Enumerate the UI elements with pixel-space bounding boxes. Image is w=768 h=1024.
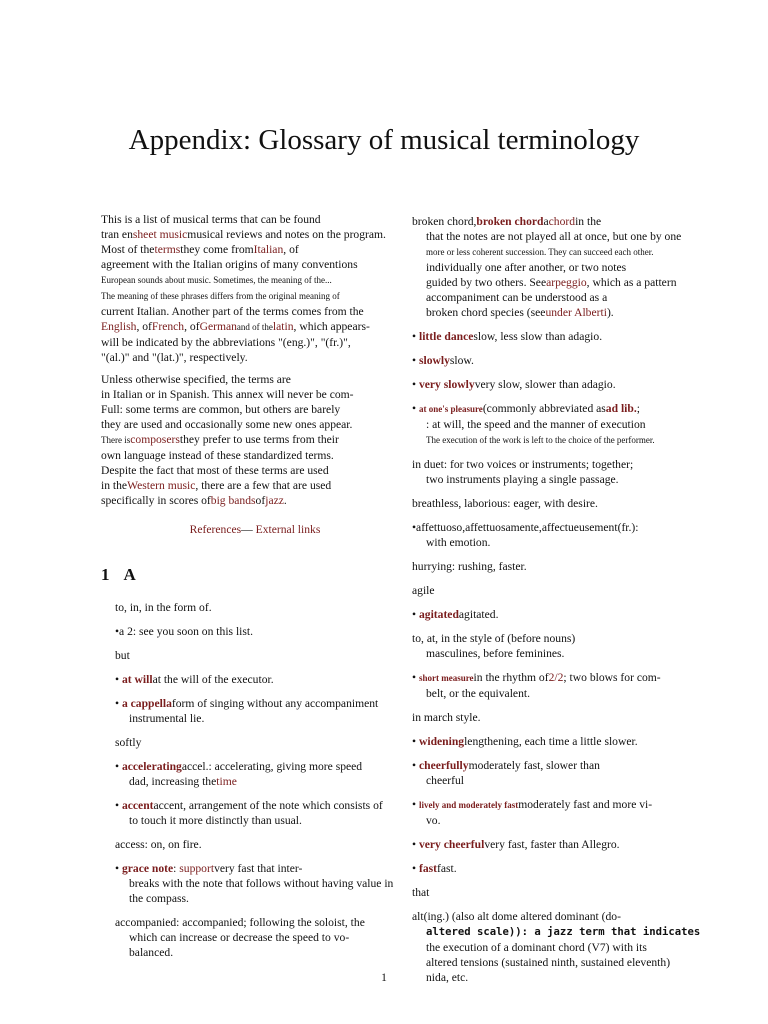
text-run: individually one after another, or two notes: [426, 261, 627, 274]
text-run: •: [115, 799, 122, 812]
term-link[interactable]: jazz: [265, 494, 284, 507]
glossary-entry: [115, 759, 409, 789]
glossary-entry: [412, 457, 692, 487]
text-line: [101, 242, 409, 257]
text-run: Full: some terms are common, but others are barely: [101, 403, 341, 416]
text-run: breathless, laborious: eager, with desire.: [412, 497, 598, 510]
text-run: the compass.: [129, 892, 189, 905]
text-run: own language instead of these standardized terms.: [101, 449, 334, 462]
text-line: [101, 448, 409, 463]
term-link[interactable]: English: [101, 320, 137, 333]
text-line: [412, 924, 701, 940]
text-line: [115, 861, 409, 876]
left-column: [101, 212, 409, 969]
text-run: specifically in scores of: [101, 494, 211, 507]
text-run: •: [412, 671, 419, 684]
glossary-entry: [412, 401, 692, 448]
text-run: agitated: [418, 608, 459, 621]
text-line: [412, 909, 692, 924]
text-line: [115, 930, 409, 945]
text-line: [115, 798, 409, 813]
glossary-entry: [115, 837, 409, 852]
text-line: [412, 229, 692, 244]
text-run: accompanied: accompanied; following the soloist, the: [115, 916, 365, 929]
term-link[interactable]: big bands: [210, 494, 256, 507]
text-run: instrumental lie.: [129, 712, 205, 725]
text-line: [412, 734, 692, 749]
glossary-entry: [412, 837, 692, 852]
text-run: ).: [606, 306, 614, 319]
text-line: [115, 891, 409, 906]
text-line: [115, 876, 409, 891]
glossary-entry: [412, 377, 692, 392]
text-run: •: [412, 608, 419, 621]
text-run: accel.: accelerating, giving more speed: [181, 760, 363, 773]
text-run: .: [283, 494, 287, 507]
text-run: a: [543, 215, 549, 228]
text-run: tran en: [101, 228, 133, 241]
text-line: [412, 472, 692, 487]
text-run: —: [241, 523, 256, 536]
text-line: [412, 377, 692, 392]
text-run: broken chord,: [412, 215, 477, 228]
text-run: very slowly: [418, 378, 475, 391]
text-run: they are used and occasionally some new ones appear.: [101, 418, 353, 431]
text-run: more or less coherent succession. They can succeed each other.: [426, 247, 654, 257]
glossary-entry: [412, 214, 692, 320]
text-line: [412, 631, 692, 646]
text-line: [412, 670, 692, 686]
text-run: very fast, faster than Allegro.: [484, 838, 620, 851]
text-run: cheerfully: [418, 759, 469, 772]
text-run: which can increase or decrease the speed to vo-: [129, 931, 350, 944]
text-line: [412, 758, 692, 773]
text-line: [101, 402, 409, 417]
text-run: •: [412, 862, 419, 875]
text-run: a cappella: [121, 697, 172, 710]
text-line: [412, 214, 692, 229]
text-line: [101, 372, 409, 387]
text-run: balanced.: [129, 946, 174, 959]
text-run: softly: [115, 736, 142, 749]
text-run: they come from: [180, 243, 254, 256]
text-line: [115, 837, 409, 852]
section-heading: [101, 567, 409, 582]
text-line: [412, 686, 692, 701]
text-run: musical reviews and notes on the program.: [187, 228, 386, 241]
text-line: [412, 813, 692, 828]
intro-paragraph-2: [101, 372, 409, 508]
term-link[interactable]: time: [216, 775, 237, 788]
text-line: [412, 417, 692, 432]
text-run: breaks with the note that follows without having value in: [129, 877, 394, 890]
text-run: slow.: [449, 354, 474, 367]
glossary-entry: [412, 559, 692, 574]
text-line: [101, 257, 409, 272]
text-line: [115, 759, 409, 774]
text-run: fast: [418, 862, 437, 875]
text-run: very cheerful: [418, 838, 485, 851]
text-run: of: [255, 494, 266, 507]
text-run: slow, less slow than adagio.: [473, 330, 603, 343]
term-link[interactable]: latin: [272, 320, 294, 333]
text-run: in duet: for two voices or instruments; together;: [412, 458, 634, 471]
text-run: in the: [575, 215, 602, 228]
text-line: [412, 940, 692, 955]
glossary-entry: [412, 329, 692, 344]
text-run: widening: [418, 735, 465, 748]
text-line: [412, 432, 692, 448]
text-run: guided by two others. See: [426, 276, 547, 289]
term-link[interactable]: French: [151, 320, 185, 333]
text-run: broken chord: [476, 215, 544, 228]
text-run: lively and moderately fast: [418, 800, 519, 810]
text-run: Unless otherwise specified, the terms are: [101, 373, 291, 386]
text-run: The meaning of these phrases differs from the original meaning of: [101, 291, 340, 301]
text-run: very fast that inter-: [214, 862, 303, 875]
text-run: slowly: [418, 354, 450, 367]
page-title: Appendix: Glossary of musical terminology: [128, 124, 640, 156]
text-run: accent, arrangement of the note which consists of: [153, 799, 383, 812]
text-run: , which as a pattern: [586, 276, 677, 289]
text-line: [412, 797, 692, 813]
text-run: to, in, in the form of.: [115, 601, 212, 614]
text-line: [115, 774, 409, 789]
text-run: This is a list of musical terms that can be found: [101, 213, 321, 226]
text-line: [412, 457, 692, 472]
glossary-entry: [412, 758, 692, 788]
text-run: broken chord species (see: [426, 306, 546, 319]
text-line: [101, 350, 409, 365]
text-run: ; two blows for com-: [563, 671, 661, 684]
text-line: [412, 260, 692, 275]
page-number: 1: [381, 972, 387, 984]
text-run: There is: [101, 435, 131, 445]
text-run: •: [412, 798, 419, 811]
text-run: grace note: [121, 862, 174, 875]
text-line: [412, 244, 692, 260]
text-run: to touch it more distinctly than usual.: [129, 814, 302, 827]
text-line: [412, 401, 692, 417]
text-run: agile: [412, 584, 435, 597]
text-line: [412, 583, 692, 598]
text-run: at one's pleasure: [418, 404, 483, 414]
glossary-entry: [412, 607, 692, 622]
text-run: agitated.: [458, 608, 499, 621]
glossary-entry: [115, 648, 409, 663]
text-run: nida, etc.: [426, 971, 469, 984]
text-line: [412, 290, 692, 305]
text-line: [412, 710, 692, 725]
text-run: •: [412, 402, 419, 415]
text-run: moderately fast and more vi-: [518, 798, 653, 811]
glossary-entry: [115, 624, 409, 639]
text-run: alt(ing.) (also alt dome altered dominant (do-: [412, 910, 621, 923]
text-line: [115, 711, 409, 726]
glossary-entry: [412, 520, 692, 550]
text-run: in march style.: [412, 711, 481, 724]
text-run: •: [115, 697, 122, 710]
text-run: ;: [636, 402, 640, 415]
text-line: [412, 646, 692, 661]
glossary-entry: [412, 670, 692, 701]
text-run: •: [412, 838, 419, 851]
term-link[interactable]: References: [189, 523, 242, 536]
text-run: access: on, on fire.: [115, 838, 202, 851]
text-run: but: [115, 649, 130, 662]
text-line: [412, 885, 692, 900]
text-run: Despite the fact that most of these terms are used: [101, 464, 329, 477]
text-line: [412, 496, 692, 511]
term-link[interactable]: chord: [548, 215, 576, 228]
text-run: hurrying: rushing, faster.: [412, 560, 527, 573]
text-line: [101, 272, 409, 288]
text-run: lengthening, each time a little slower.: [464, 735, 638, 748]
glossary-entry: [412, 797, 692, 828]
text-run: dad, increasing the: [129, 775, 217, 788]
text-line: [101, 335, 409, 350]
text-run: they prefer to use terms from their: [179, 433, 339, 446]
text-run: little dance: [418, 330, 474, 343]
text-line: [412, 773, 692, 788]
references-links: [101, 522, 409, 537]
text-run: •: [412, 735, 419, 748]
glossary-entry: [412, 496, 692, 511]
text-run: , of: [136, 320, 152, 333]
term-link[interactable]: 2/2: [548, 671, 564, 684]
text-run: accelerating: [121, 760, 182, 773]
text-run: that the notes are not played all at once, but one by one: [426, 230, 682, 243]
text-run: fast.: [437, 862, 457, 875]
text-line: [412, 520, 692, 535]
text-line: [115, 813, 409, 828]
text-run: altered scale)): a jazz term that indicates: [426, 926, 701, 938]
text-line: [412, 861, 692, 876]
text-line: [412, 329, 692, 344]
term-link[interactable]: German: [199, 320, 237, 333]
text-line: [101, 304, 409, 319]
right-entries: [412, 214, 701, 985]
text-run: •: [115, 673, 122, 686]
text-run: vo.: [426, 814, 441, 827]
text-run: in Italian or in Spanish. This annex will never be com-: [101, 388, 354, 401]
section-letter: A: [123, 565, 136, 584]
text-run: •: [115, 760, 122, 773]
glossary-entry: [115, 915, 409, 960]
term-link[interactable]: terms: [154, 243, 181, 256]
glossary-entry: [412, 631, 692, 661]
text-line: [412, 305, 692, 320]
glossary-entry: [412, 353, 692, 368]
text-run: , there are a few that are used: [195, 479, 332, 492]
text-run: •: [115, 862, 122, 875]
text-run: that: [412, 886, 430, 899]
text-run: at will: [121, 673, 153, 686]
text-run: short measure: [418, 673, 474, 683]
text-run: will be indicated by the abbreviations "(eng.)", "(fr.)",: [101, 336, 351, 349]
text-run: , which appears-: [293, 320, 370, 333]
text-run: European sounds about music. Sometimes, the meaning of the...: [101, 275, 332, 285]
glossary-entry: [115, 672, 409, 687]
text-line: [412, 535, 692, 550]
text-line: [101, 417, 409, 432]
section-number: 1: [101, 565, 110, 584]
text-run: "(al.)" and "(lat.)", respectively.: [101, 351, 248, 364]
term-link[interactable]: sheet music: [132, 228, 188, 241]
text-run: :: [173, 862, 180, 875]
text-run: •: [412, 378, 419, 391]
glossary-entry: [412, 861, 692, 876]
glossary-entry: [115, 735, 409, 750]
text-run: at the will of the executor.: [152, 673, 274, 686]
text-line: [101, 212, 409, 227]
text-run: •: [412, 354, 419, 367]
text-run: : at will, the speed and the manner of execution: [426, 418, 646, 431]
text-line: [115, 915, 409, 930]
text-run: •: [412, 759, 419, 772]
text-run: •a 2: see you soon on this list.: [115, 625, 254, 638]
intro-paragraph-1: [101, 212, 409, 365]
text-run: accent: [121, 799, 154, 812]
text-run: moderately fast, slower than: [468, 759, 600, 772]
text-line: [101, 319, 409, 335]
text-run: in the: [101, 479, 128, 492]
text-run: with emotion.: [426, 536, 491, 549]
text-run: , of: [184, 320, 200, 333]
text-line: [101, 463, 409, 478]
text-run: agreement with the Italian origins of many conventions: [101, 258, 358, 271]
term-link[interactable]: Italian: [253, 243, 284, 256]
text-line: [115, 672, 409, 687]
text-run: two instruments playing a single passage.: [426, 473, 619, 486]
glossary-entry: [412, 583, 692, 598]
term-link[interactable]: arpeggio: [546, 276, 587, 289]
text-run: (commonly abbreviated as: [482, 402, 606, 415]
text-line: [115, 696, 409, 711]
text-run: to, at, in the style of (before nouns): [412, 632, 576, 645]
term-link[interactable]: support: [179, 862, 215, 875]
text-run: •: [412, 330, 419, 343]
text-run: accompaniment can be understood as a: [426, 291, 608, 304]
left-entries: [101, 600, 409, 960]
text-line: [101, 493, 409, 508]
text-run: the execution of a dominant chord (V7) with its: [426, 941, 647, 954]
text-run: form of singing without any accompaniment: [171, 697, 379, 710]
term-link[interactable]: Western music: [127, 479, 196, 492]
text-run: very slow, slower than adagio.: [474, 378, 616, 391]
glossary-entry: [115, 798, 409, 828]
text-run: Most of the: [101, 243, 155, 256]
text-line: [412, 955, 692, 970]
text-run: •affettuoso,affettuosamente,affectueusement(fr.):: [412, 521, 639, 534]
text-line: [101, 387, 409, 402]
term-link[interactable]: composers: [130, 433, 180, 446]
text-run: cheerful: [426, 774, 464, 787]
right-column: [412, 214, 701, 994]
text-line: [412, 353, 692, 368]
text-line: [101, 288, 409, 304]
text-line: [115, 648, 409, 663]
text-run: current Italian. Another part of the terms comes from the: [101, 305, 364, 318]
text-line: [412, 559, 692, 574]
term-link[interactable]: External links: [255, 523, 321, 536]
text-line: [101, 227, 409, 242]
text-run: masculines, before feminines.: [426, 647, 565, 660]
text-line: [412, 275, 692, 290]
text-line: [115, 600, 409, 615]
text-line: [412, 837, 692, 852]
text-run: and of the: [236, 322, 273, 332]
text-run: , of: [283, 243, 299, 256]
text-line: [101, 478, 409, 493]
glossary-entry: [115, 696, 409, 726]
glossary-entry: [115, 861, 409, 906]
term-link[interactable]: under Alberti: [545, 306, 607, 319]
text-run: in the rhythm of: [473, 671, 549, 684]
glossary-entry: [115, 600, 409, 615]
text-run: The execution of the work is left to the choice of the performer.: [426, 435, 655, 445]
text-run: altered tensions (sustained ninth, sustained eleventh): [426, 956, 671, 969]
text-line: [412, 607, 692, 622]
glossary-entry: [412, 734, 692, 749]
glossary-entry: [412, 885, 692, 900]
text-line: [115, 945, 409, 960]
text-run: belt, or the equivalent.: [426, 687, 530, 700]
text-line: [101, 432, 409, 448]
text-run: ad lib.: [605, 402, 637, 415]
text-line: [115, 735, 409, 750]
glossary-entry: [412, 710, 692, 725]
text-line: [115, 624, 409, 639]
